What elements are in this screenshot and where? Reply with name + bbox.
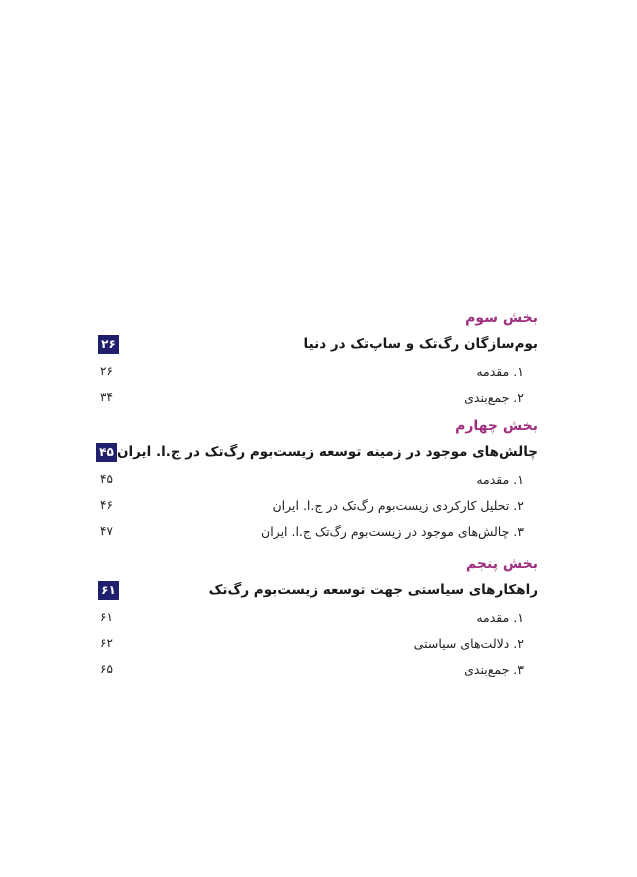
- chapter-page-number: ۴۵: [96, 443, 117, 462]
- item-title: ۱. مقدمه: [476, 609, 524, 625]
- item-page-number: ۴۶: [100, 498, 113, 512]
- section-heading: بخش سوم: [465, 310, 538, 326]
- toc-section-4: [98, 414, 538, 544]
- toc-item[interactable]: [98, 466, 538, 492]
- toc-item[interactable]: [98, 384, 538, 410]
- toc-item[interactable]: [98, 604, 538, 630]
- toc-item[interactable]: [98, 656, 538, 682]
- chapter-entry[interactable]: [98, 576, 538, 604]
- section-heading: بخش چهارم: [455, 418, 538, 434]
- toc-item[interactable]: [98, 630, 538, 656]
- section-heading: بخش پنجم: [465, 556, 538, 572]
- table-of-contents: [98, 306, 538, 682]
- item-title: ۲. دلالت‌های سیاستی: [413, 635, 524, 651]
- section-spacer: [98, 544, 538, 552]
- item-title: ۲. جمع‌بندی: [464, 389, 524, 405]
- chapter-entry[interactable]: [98, 330, 538, 358]
- chapter-title: راهکارهای سیاستی جهت توسعه زیست‌بوم رگ‌تک: [208, 582, 538, 598]
- item-page-number: ۴۷: [100, 524, 113, 538]
- item-page-number: ۶۱: [100, 610, 113, 624]
- toc-section-5: [98, 552, 538, 682]
- item-title: ۳. جمع‌بندی: [464, 661, 524, 677]
- chapter-entry[interactable]: [98, 438, 538, 466]
- toc-item[interactable]: [98, 518, 538, 544]
- item-page-number: ۶۵: [100, 662, 113, 676]
- item-title: ۱. مقدمه: [476, 363, 524, 379]
- chapter-page-number: ۲۶: [98, 335, 119, 354]
- item-title: ۲. تحلیل کارکردی زیست‌بوم رگ‌تک در ج.ا. ایران: [272, 497, 524, 513]
- item-page-number: ۲۶: [100, 364, 113, 378]
- chapter-title: چالش‌های موجود در زمینه توسعه زیست‌بوم رگ‌تک در ج.ا. ایران: [117, 444, 538, 460]
- item-page-number: ۳۴: [100, 390, 113, 404]
- toc-item[interactable]: [98, 492, 538, 518]
- item-page-number: ۶۲: [100, 636, 113, 650]
- toc-section-3: [98, 306, 538, 410]
- item-title: ۳. چالش‌های موجود در زیست‌بوم رگ‌تک ج.ا. ایران: [261, 523, 524, 539]
- chapter-page-number: ۶۱: [98, 581, 119, 600]
- chapter-title: بوم‌سازگان رگ‌تک و ساپ‌تک در دنیا: [303, 336, 538, 352]
- toc-item[interactable]: [98, 358, 538, 384]
- item-title: ۱. مقدمه: [476, 471, 524, 487]
- item-page-number: ۴۵: [100, 472, 113, 486]
